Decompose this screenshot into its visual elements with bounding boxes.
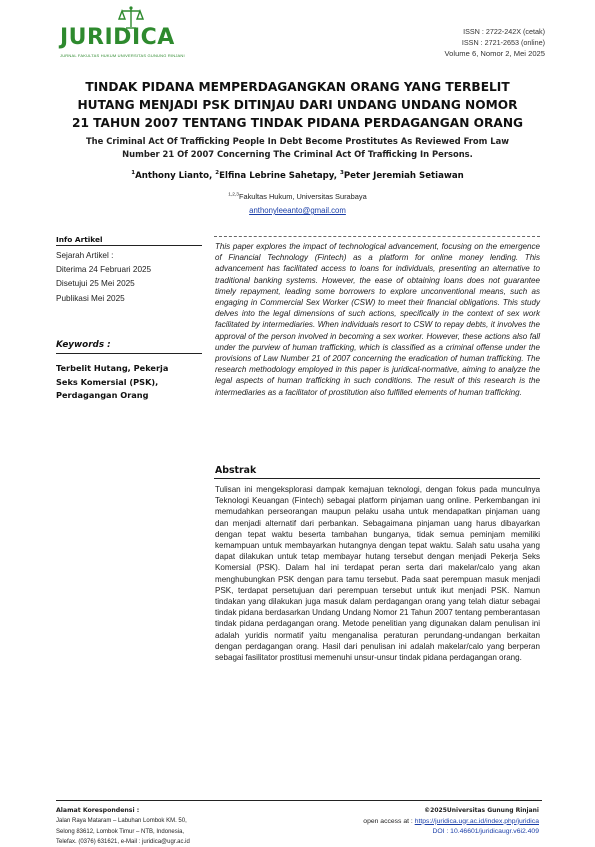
volume-info: Volume 6, Nomor 2, Mei 2025 xyxy=(444,49,545,58)
author-sup: 3 xyxy=(340,170,344,176)
author-separator: , xyxy=(333,170,340,181)
address-label: Alamat Korespondensi : xyxy=(56,807,140,814)
open-access-link[interactable]: https://juridica.ugr.ac.id/index.php/juridica xyxy=(414,817,539,825)
abstrak-indonesian: Tulisan ini mengeksplorasi dampak kemajuan teknologi, dengan fokus pada munculnya Teknologi Keuangan (Fintech) sebagai platform pinjaman uang online. Perkembangan ini memudahkan perseorangan maupun pelaku usaha untuk mendapatkan pinjaman uang dan menjadi alternatif dari perbankan. Sebagaimana pinjaman uang harus dibayarkan dengan tepat waktu beserta tambahan bunganya, tidak semua peminjam memiliki kemampuan untuk membayarkan hutangnya dengan tepat waktu. Salah satu usaha yang dapat dilakukan untuk tetap membayar hutang tersebut dengan menjadi Pekerja Seks Komersial (PSK). Dalam hal ini terdapat peran serta dari makelar/calo yang akan menghubungkan PSK dengan para tamu tersebut. Pada saat perempuan masuk menjadi PSK, terdapat persetujuan dari perempuan tersebut untuk ikut menjadi PSK. Namun tindakan yang dilakukan juga masuk dalam perdagangan orang yang telah diatur sebagai tindak pidana berdasarkan Undang Undang Nomor 21 Tahun 2007 tentang pemberantasan tindak pidana perdagangan orang. Metode penelitian yang digunakan dalam penulisan ini adalah yuridis normatif yaitu menganalisa peraturan perundang-undangan berkaitan dengan perdagangan orang. Hasil dari penulisan ini adalah makelar/calo yang berperan sebagai fasilitator prostitusi memenuhi unsur-unsur tindak pidana perdagangan orang. xyxy=(215,485,540,663)
author-sup: 2 xyxy=(215,170,220,176)
journal-logo-subtitle: JURNAL FAKULTAS HUKUM UNIVERSITAS GUNUNG RINJANI xyxy=(60,53,185,58)
article-title xyxy=(50,78,545,132)
copyright: ©2025Universitas Gunung Rinjani xyxy=(424,807,539,814)
keyword-line: Seks Komersial (PSK), xyxy=(56,376,159,387)
article-subtitle xyxy=(60,135,535,161)
journal-meta xyxy=(445,26,545,59)
article-history xyxy=(56,249,151,306)
approved-date: Disetujui 25 Mei 2025 xyxy=(56,279,135,289)
author-name: Anthony Lianto xyxy=(135,170,210,181)
footer-divider xyxy=(56,800,542,801)
issn-online: ISSN : 2721-2653 (online) xyxy=(461,38,545,47)
affiliation-text: Fakultas Hukum, Universitas Surabaya xyxy=(238,192,367,201)
keyword-line: Terbelit Hutang, Pekerja xyxy=(56,363,169,373)
subtitle-line: The Criminal Act Of Trafficking People In Debt Become Prostitutes As Reviewed From Law xyxy=(85,136,510,146)
author-email-link[interactable]: anthonyleeanto@gmail.com xyxy=(249,206,346,215)
address-line: Selong 83612, Lombok Timur – NTB, Indonesia, xyxy=(56,828,185,835)
author-list xyxy=(50,170,545,181)
title-line: HUTANG MENJADI PSK DITINJAU DARI UNDANG UNDANG NOMOR xyxy=(77,98,518,112)
title-line: TINDAK PIDANA MEMPERDAGANGKAN ORANG YANG TERBELIT xyxy=(85,80,510,94)
footer-publisher xyxy=(363,806,539,838)
subtitle-line: Number 21 Of 2007 Concerning The Criminal Act Of Trafficking In Persons. xyxy=(122,149,473,159)
keywords-heading: Keywords : xyxy=(56,340,111,350)
abstrak-heading: Abstrak xyxy=(215,465,257,476)
abstract-english: This paper explores the impact of technological advancement, focusing on the emergence of Financial Technology (Fintech) as a platform for online money lending. This advancement has facilitated access to loans for individuals, presenting an alternative to traditional banking systems. However, the ease of obtaining loans does not guarantee timely repayment, leading some borrowers to explore unconventional means, such as engaging in Commercial Sex Worker (CSW) to meet their financial obligations. This study delves into the legal dimensions of such actions, specifically in the context of sex work facilitated by intermediaries. When individuals resort to CSW to repay debts, it involves the approval of the person involved in becoming a sex worker. However, these actions also fall under the purview of human trafficking, which is classified as a criminal offense under the provisions of Law Number 21 of 2007 concerning the eradication of human trafficking. The research methodology employed in this paper is juridical-normative, aiming to analyze the legal aspects of human trafficking in such conditions. The result of this research is the intermediaries as a facilitator of prostitution also fulfilled elements of human trafficking. xyxy=(215,242,540,397)
open-access-label: open access at : xyxy=(363,817,415,825)
doi-link[interactable]: DOI : 10.46601/juridicaugr.v6i2.409 xyxy=(432,828,539,835)
author-name: Peter Jeremiah Setiawan xyxy=(343,170,464,181)
address-line: Telefax. (0376) 631621, e-Mail : juridica@ugr.ac.id xyxy=(56,838,190,845)
published-date: Publikasi Mei 2025 xyxy=(56,293,125,303)
journal-logo: JURIDICA xyxy=(60,25,175,50)
keywords-list xyxy=(56,362,206,403)
received-date: Diterima 24 Februari 2025 xyxy=(56,265,152,275)
divider xyxy=(56,353,202,354)
correspondence-address xyxy=(56,806,190,847)
title-line: 21 TAHUN 2007 TENTANG TINDAK PIDANA PERDAGANGAN ORANG xyxy=(71,116,524,130)
history-label: Sejarah Artikel : xyxy=(56,251,114,260)
author-sup: 1 xyxy=(131,170,136,176)
issn-print: ISSN : 2722-242X (cetak) xyxy=(463,27,545,36)
affiliation xyxy=(50,192,545,201)
info-heading: Info Artikel xyxy=(56,235,103,244)
author-name: Elfina Lebrine Sahetapy xyxy=(219,170,334,181)
open-access xyxy=(363,817,539,828)
divider xyxy=(214,478,540,479)
keyword-line: Perdagangan Orang xyxy=(56,390,149,401)
author-separator: , xyxy=(209,170,216,181)
divider xyxy=(214,236,540,237)
address-line: Jalan Raya Mataram – Labuhan Lombok KM. 50, xyxy=(56,818,187,825)
affiliation-sup: 1,2,3 xyxy=(228,192,239,198)
divider xyxy=(56,245,202,246)
